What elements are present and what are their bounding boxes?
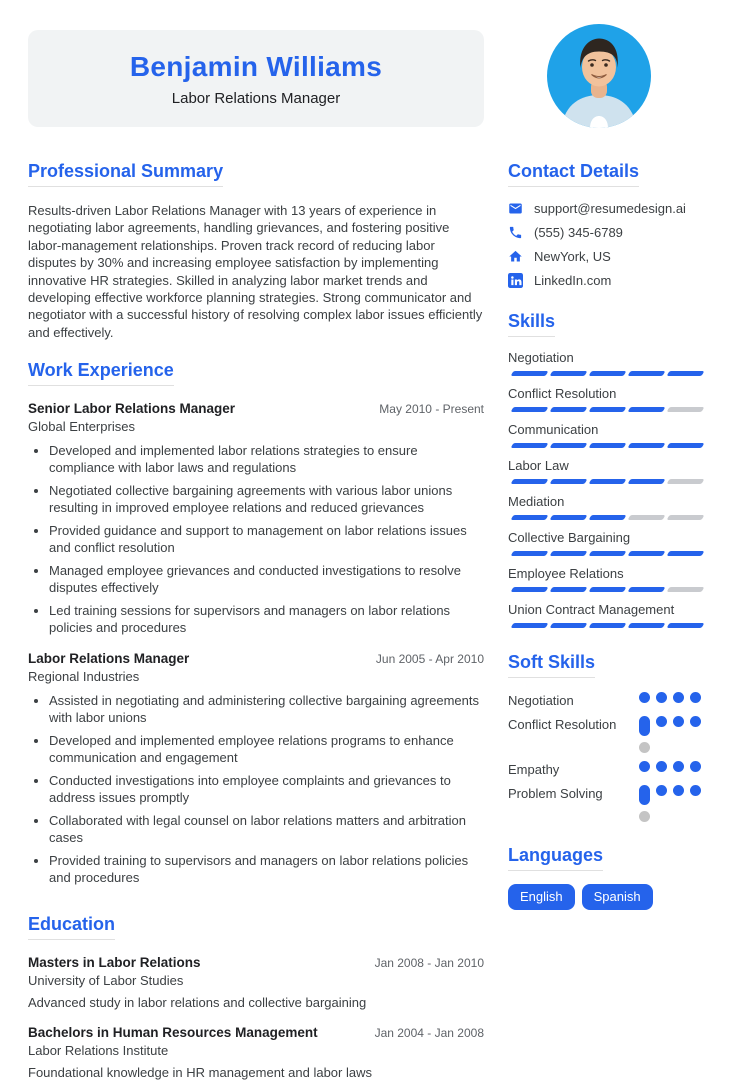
sidebar xyxy=(508,162,703,1080)
skill-bar xyxy=(508,407,703,413)
skill-bar-segment-filled xyxy=(589,587,627,592)
section-work-experience xyxy=(28,361,484,886)
skill-bar-segment-filled xyxy=(550,515,588,520)
skill-bar-segment-filled xyxy=(589,371,627,376)
linkedin-icon xyxy=(508,273,523,288)
bullet-item: • Assisted in negotiating and administering collective bargaining agreements with labor unions xyxy=(49,692,484,726)
skill-bar-segment-empty xyxy=(628,515,666,520)
section-education xyxy=(28,915,484,1080)
skill-bar-segment-filled xyxy=(511,479,549,484)
skill-item xyxy=(508,602,703,629)
skill-bar xyxy=(508,623,703,629)
soft-skill-dot-filled xyxy=(656,785,667,796)
soft-skill-dot-filled xyxy=(673,692,684,703)
soft-skill-dot-filled xyxy=(673,716,684,727)
soft-skill-dot-filled xyxy=(639,716,650,736)
skill-bar xyxy=(508,479,703,485)
skill-bar-segment-filled xyxy=(550,623,588,628)
bullet-item: • Managed employee grievances and conducted investigations to resolve disputes effectively xyxy=(49,562,484,596)
skill-bar-segment-empty xyxy=(667,515,705,520)
skill-bar-segment-filled xyxy=(550,407,588,412)
soft-skill-item xyxy=(508,785,703,822)
contact-item-phone xyxy=(508,225,703,240)
job-entry xyxy=(28,401,484,636)
soft-skill-dots xyxy=(639,785,703,822)
skill-item xyxy=(508,494,703,521)
skill-item xyxy=(508,566,703,593)
skill-name: Employee Relations xyxy=(508,566,624,581)
bullet-item: • Led training sessions for supervisors and managers on labor relations policies and procedures xyxy=(49,602,484,636)
skill-bar-segment-filled xyxy=(628,623,666,628)
skill-bar-segment-filled xyxy=(511,623,549,628)
soft-skill-dot-filled xyxy=(690,785,701,796)
soft-skill-dot-filled xyxy=(673,785,684,796)
profile-photo xyxy=(547,24,651,128)
language-pill-english[interactable]: English xyxy=(508,884,575,910)
section-professional-summary xyxy=(28,162,484,341)
skill-bar xyxy=(508,515,703,521)
education-heading: Education xyxy=(28,915,115,940)
degree-title: Masters in Labor Relations xyxy=(28,955,201,971)
skill-bar-segment-filled xyxy=(511,443,549,448)
section-languages xyxy=(508,846,703,910)
home-icon xyxy=(508,249,523,264)
bullet-item: • Developed and implemented employee relations programs to enhance communication and engagement xyxy=(49,732,484,766)
skill-bar xyxy=(508,371,703,377)
job-bullet-list xyxy=(28,692,484,886)
candidate-name: Benjamin Williams xyxy=(129,50,383,82)
skill-name: Negotiation xyxy=(508,350,574,365)
skill-bar-segment-filled xyxy=(628,443,666,448)
soft-skill-dot-filled xyxy=(673,761,684,772)
job-dates: Jun 2005 - Apr 2010 xyxy=(375,652,484,667)
job-bullet-list xyxy=(28,442,484,636)
job-company: Global Enterprises xyxy=(28,419,135,435)
avatar-illustration xyxy=(547,24,651,128)
soft-skill-dots xyxy=(639,716,703,753)
soft-skill-dot-empty xyxy=(639,742,650,753)
soft-skill-name: Negotiation xyxy=(508,693,574,708)
skill-item xyxy=(508,530,703,557)
skill-bar-segment-filled xyxy=(550,551,588,556)
skills-heading: Skills xyxy=(508,312,555,337)
contact-item-location xyxy=(508,249,703,264)
skill-bar-segment-filled xyxy=(667,371,705,376)
bullet-item: • Provided training to supervisors and managers on labor relations policies and procedures xyxy=(49,852,484,886)
contact-item-linkedin xyxy=(508,273,703,288)
skill-item xyxy=(508,458,703,485)
skill-bar-segment-filled xyxy=(667,551,705,556)
soft-skill-dot-filled xyxy=(656,716,667,727)
soft-skill-dot-filled xyxy=(690,692,701,703)
school-name: Labor Relations Institute xyxy=(28,1043,169,1059)
job-company: Regional Industries xyxy=(28,669,140,685)
summary-text: Results-driven Labor Relations Manager with 13 years of experience in negotiating labor agreements, handling grievances, and fostering positive labor-management relationships. Proven track record of reducing labor disputes by 30% and increasing employee satisfaction by implementing innovative HR strategies. Skilled in analyzing labor market trends and developing effective workforce planning strategies. Strong communicator and negotiator with a successful history of resolving complex labor issues efficiently and effectively. xyxy=(28,203,483,340)
phone-icon xyxy=(508,225,523,240)
soft-skill-dot-filled xyxy=(690,761,701,772)
soft-skill-dots xyxy=(639,692,703,703)
language-list xyxy=(508,884,703,910)
skill-bar-segment-filled xyxy=(550,479,588,484)
skill-item xyxy=(508,386,703,413)
skill-bar xyxy=(508,551,703,557)
soft-skill-name: Problem Solving xyxy=(508,786,603,801)
bullet-item: • Collaborated with legal counsel on labor relations matters and arbitration cases xyxy=(49,812,484,846)
section-contact-details xyxy=(508,162,703,288)
soft-skill-item xyxy=(508,716,703,753)
skill-bar-segment-filled xyxy=(628,479,666,484)
bullet-item: • Negotiated collective bargaining agreements with various labor unions resulting in improved employee relations and reduced grievances xyxy=(49,482,484,516)
skill-name: Mediation xyxy=(508,494,565,509)
job-entry xyxy=(28,651,484,886)
skill-bar-segment-filled xyxy=(589,515,627,520)
soft-skill-dot-filled xyxy=(690,716,701,727)
skill-bar-segment-filled xyxy=(550,587,588,592)
skill-bar-segment-filled xyxy=(628,551,666,556)
skill-bar-segment-filled xyxy=(667,623,705,628)
school-name: University of Labor Studies xyxy=(28,973,184,989)
email-icon xyxy=(508,201,523,216)
experience-heading: Work Experience xyxy=(28,361,174,386)
contact-phone-text: (555) 345-6789 xyxy=(534,225,623,240)
main-column xyxy=(28,162,484,1080)
skill-bar xyxy=(508,587,703,593)
soft-skill-dot-empty xyxy=(639,811,650,822)
skill-bar-segment-filled xyxy=(589,551,627,556)
skill-bar-segment-filled xyxy=(589,407,627,412)
skill-bar-segment-empty xyxy=(667,587,705,592)
contact-location-text: NewYork, US xyxy=(534,249,611,264)
skill-bar-segment-filled xyxy=(589,479,627,484)
skill-bar-segment-filled xyxy=(550,371,588,376)
header-card xyxy=(28,30,484,127)
soft-skill-item xyxy=(508,692,703,708)
language-pill-spanish[interactable]: Spanish xyxy=(582,884,653,910)
job-dates: May 2010 - Present xyxy=(379,402,484,417)
skill-name: Communication xyxy=(508,422,599,437)
soft-skill-dots xyxy=(639,761,703,772)
skill-name: Union Contract Management xyxy=(508,602,675,617)
job-title: Senior Labor Relations Manager xyxy=(28,401,236,417)
skill-bar-segment-filled xyxy=(628,407,666,412)
contact-email-text: support@resumedesign.ai xyxy=(534,201,686,216)
bullet-item: • Conducted investigations into employee complaints and grievances to address issues promptly xyxy=(49,772,484,806)
header xyxy=(28,30,703,128)
section-soft-skills xyxy=(508,653,703,822)
bullet-item: • Developed and implemented labor relations strategies to ensure compliance with labor laws and regulations xyxy=(49,442,484,476)
skill-bar-segment-filled xyxy=(589,443,627,448)
skill-bar-segment-filled xyxy=(511,371,549,376)
soft-skill-dot-filled xyxy=(639,692,650,703)
section-skills xyxy=(508,312,703,629)
skill-bar-segment-filled xyxy=(628,587,666,592)
skill-name: Conflict Resolution xyxy=(508,386,617,401)
skill-bar-segment-filled xyxy=(667,443,705,448)
job-title: Labor Relations Manager xyxy=(28,651,190,667)
soft-skill-dot-filled xyxy=(639,785,650,805)
contact-item-email xyxy=(508,201,703,216)
contact-heading: Contact Details xyxy=(508,162,639,187)
degree-title: Bachelors in Human Resources Management xyxy=(28,1025,318,1041)
education-dates: Jan 2008 - Jan 2010 xyxy=(374,956,484,971)
soft-skills-heading: Soft Skills xyxy=(508,653,595,678)
bullet-item: • Provided guidance and support to management on labor relations issues and conflict resolution xyxy=(49,522,484,556)
soft-skill-name: Empathy xyxy=(508,762,560,777)
soft-skill-item xyxy=(508,761,703,777)
education-description: Foundational knowledge in HR management and labor laws xyxy=(28,1065,372,1080)
soft-skill-dot-filled xyxy=(656,761,667,772)
skill-name: Collective Bargaining xyxy=(508,530,631,545)
skill-bar-segment-filled xyxy=(511,515,549,520)
contact-linkedin-text: LinkedIn.com xyxy=(534,273,612,288)
skill-item xyxy=(508,350,703,377)
soft-skill-dot-filled xyxy=(639,761,650,772)
skill-bar-segment-filled xyxy=(589,623,627,628)
skill-bar xyxy=(508,443,703,449)
soft-skill-dot-filled xyxy=(656,692,667,703)
skill-bar-segment-filled xyxy=(550,443,588,448)
skill-bar-segment-empty xyxy=(667,479,705,484)
skill-bar-segment-filled xyxy=(511,587,549,592)
skill-bar-segment-filled xyxy=(511,551,549,556)
summary-heading: Professional Summary xyxy=(28,162,223,187)
skill-item xyxy=(508,422,703,449)
candidate-job-title: Labor Relations Manager xyxy=(171,89,341,107)
languages-heading: Languages xyxy=(508,846,603,871)
education-entry xyxy=(28,955,484,1010)
skill-name: Labor Law xyxy=(508,458,569,473)
education-description: Advanced study in labor relations and collective bargaining xyxy=(28,995,367,1011)
skill-bar-segment-empty xyxy=(667,407,705,412)
skill-bar-segment-filled xyxy=(628,371,666,376)
skill-bar-segment-filled xyxy=(511,407,549,412)
soft-skill-name: Conflict Resolution xyxy=(508,717,617,732)
education-dates: Jan 2004 - Jan 2008 xyxy=(374,1026,484,1041)
education-entry xyxy=(28,1025,484,1080)
